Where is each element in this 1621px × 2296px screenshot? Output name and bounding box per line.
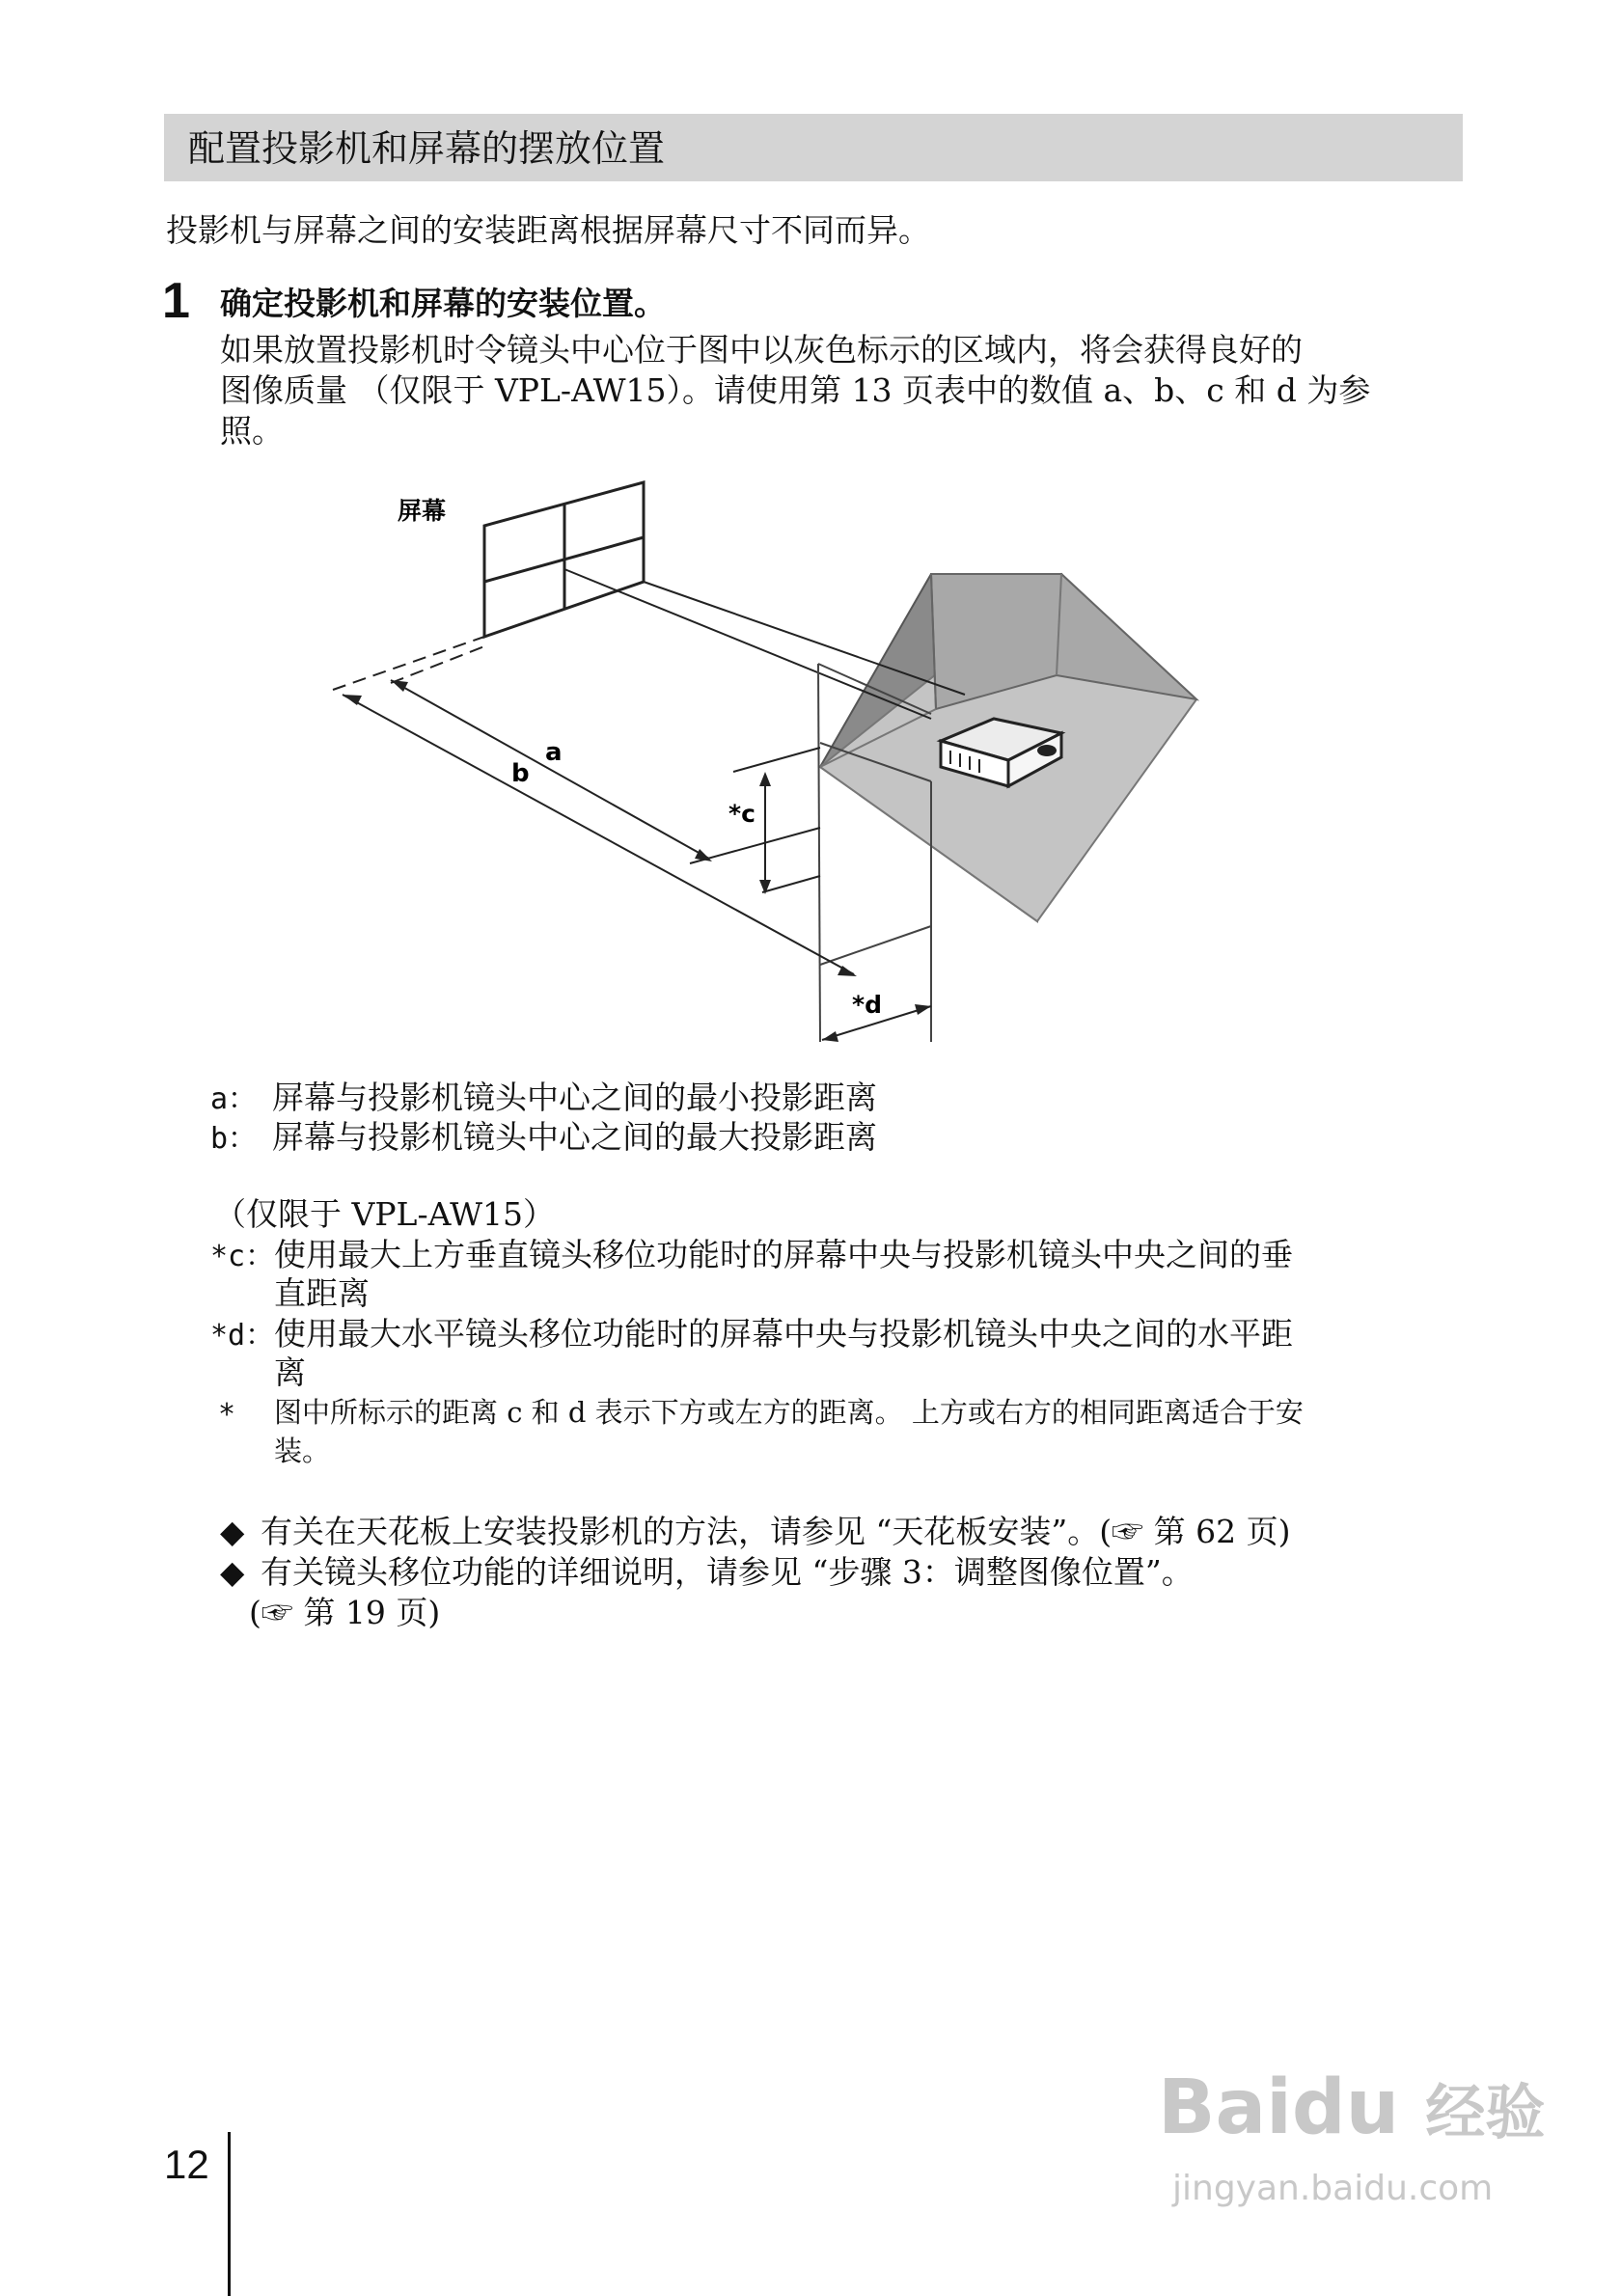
star-note-text: 图中所标示的距离 c 和 d 表示下方或左方的距离。 上方或右方的相同距离适合于安 xyxy=(274,1396,1304,1429)
watermark-logo: Baidu 经验 xyxy=(1158,2064,1546,2151)
def-d-key: *d： xyxy=(210,1319,275,1353)
def-d-text: 使用最大水平镜头移位功能时的屏幕中央与投影机镜头中央之间的水平距 xyxy=(274,1315,1293,1353)
def-a-text: 屏幕与投影机镜头中心之间的最小投影距离 xyxy=(272,1079,877,1116)
def-b-key: b： xyxy=(210,1122,258,1156)
def-c-key: *c： xyxy=(210,1240,275,1273)
star-note-key: * xyxy=(218,1398,236,1432)
reference-bullet: ◆ xyxy=(220,1553,245,1591)
def-a-key: a： xyxy=(210,1082,258,1116)
label-c: *c xyxy=(728,800,756,828)
installation-diagram xyxy=(0,0,1621,1071)
screen-label: 屏幕 xyxy=(398,497,447,525)
star-note-text-cont: 装。 xyxy=(274,1435,331,1467)
step-title: 确定投影机和屏幕的安装位置。 xyxy=(220,285,666,322)
label-a: a xyxy=(545,738,563,767)
step-body-line: 图像质量 （仅限于 VPL-AW15）。请使用第 13 页表中的数值 a、b、c 和 d 为参 xyxy=(220,371,1371,409)
def-c-text-cont: 直距离 xyxy=(274,1274,370,1312)
reference-lens-shift[interactable]: 有关镜头移位功能的详细说明，请参见 “步骤 3：调整图像位置”。 xyxy=(261,1553,1194,1591)
section-title: 配置投影机和屏幕的摆放位置 xyxy=(188,127,666,170)
def-c-text: 使用最大上方垂直镜头移位功能时的屏幕中央与投影机镜头中央之间的垂 xyxy=(274,1236,1293,1273)
reference-ceiling-install[interactable]: 有关在天花板上安装投影机的方法，请参见 “天花板安装”。(☞ 第 62 页) xyxy=(261,1513,1291,1550)
step-body-line: 照。 xyxy=(220,412,284,450)
page-number-rule xyxy=(228,2132,231,2296)
label-b: b xyxy=(511,759,530,788)
def-b-text: 屏幕与投影机镜头中心之间的最大投影距离 xyxy=(272,1118,877,1156)
screen-outline xyxy=(484,482,644,637)
reference-bullet: ◆ xyxy=(220,1513,245,1550)
def-d-text-cont: 离 xyxy=(274,1353,306,1391)
step-body-line: 如果放置投影机时令镜头中心位于图中以灰色标示的区域内，将会获得良好的 xyxy=(220,331,1303,369)
label-d: *d xyxy=(852,991,882,1019)
watermark-url: jingyan.baidu.com xyxy=(1172,2169,1494,2208)
intro-paragraph: 投影机与屏幕之间的安装距离根据屏幕尺寸不同而异。 xyxy=(166,211,930,249)
note-scope: （仅限于 VPL-AW15） xyxy=(214,1195,555,1233)
reference-lens-shift-page[interactable]: (☞ 第 19 页) xyxy=(249,1594,441,1631)
page-number: 12 xyxy=(164,2142,209,2187)
step-number: 1 xyxy=(162,273,190,329)
